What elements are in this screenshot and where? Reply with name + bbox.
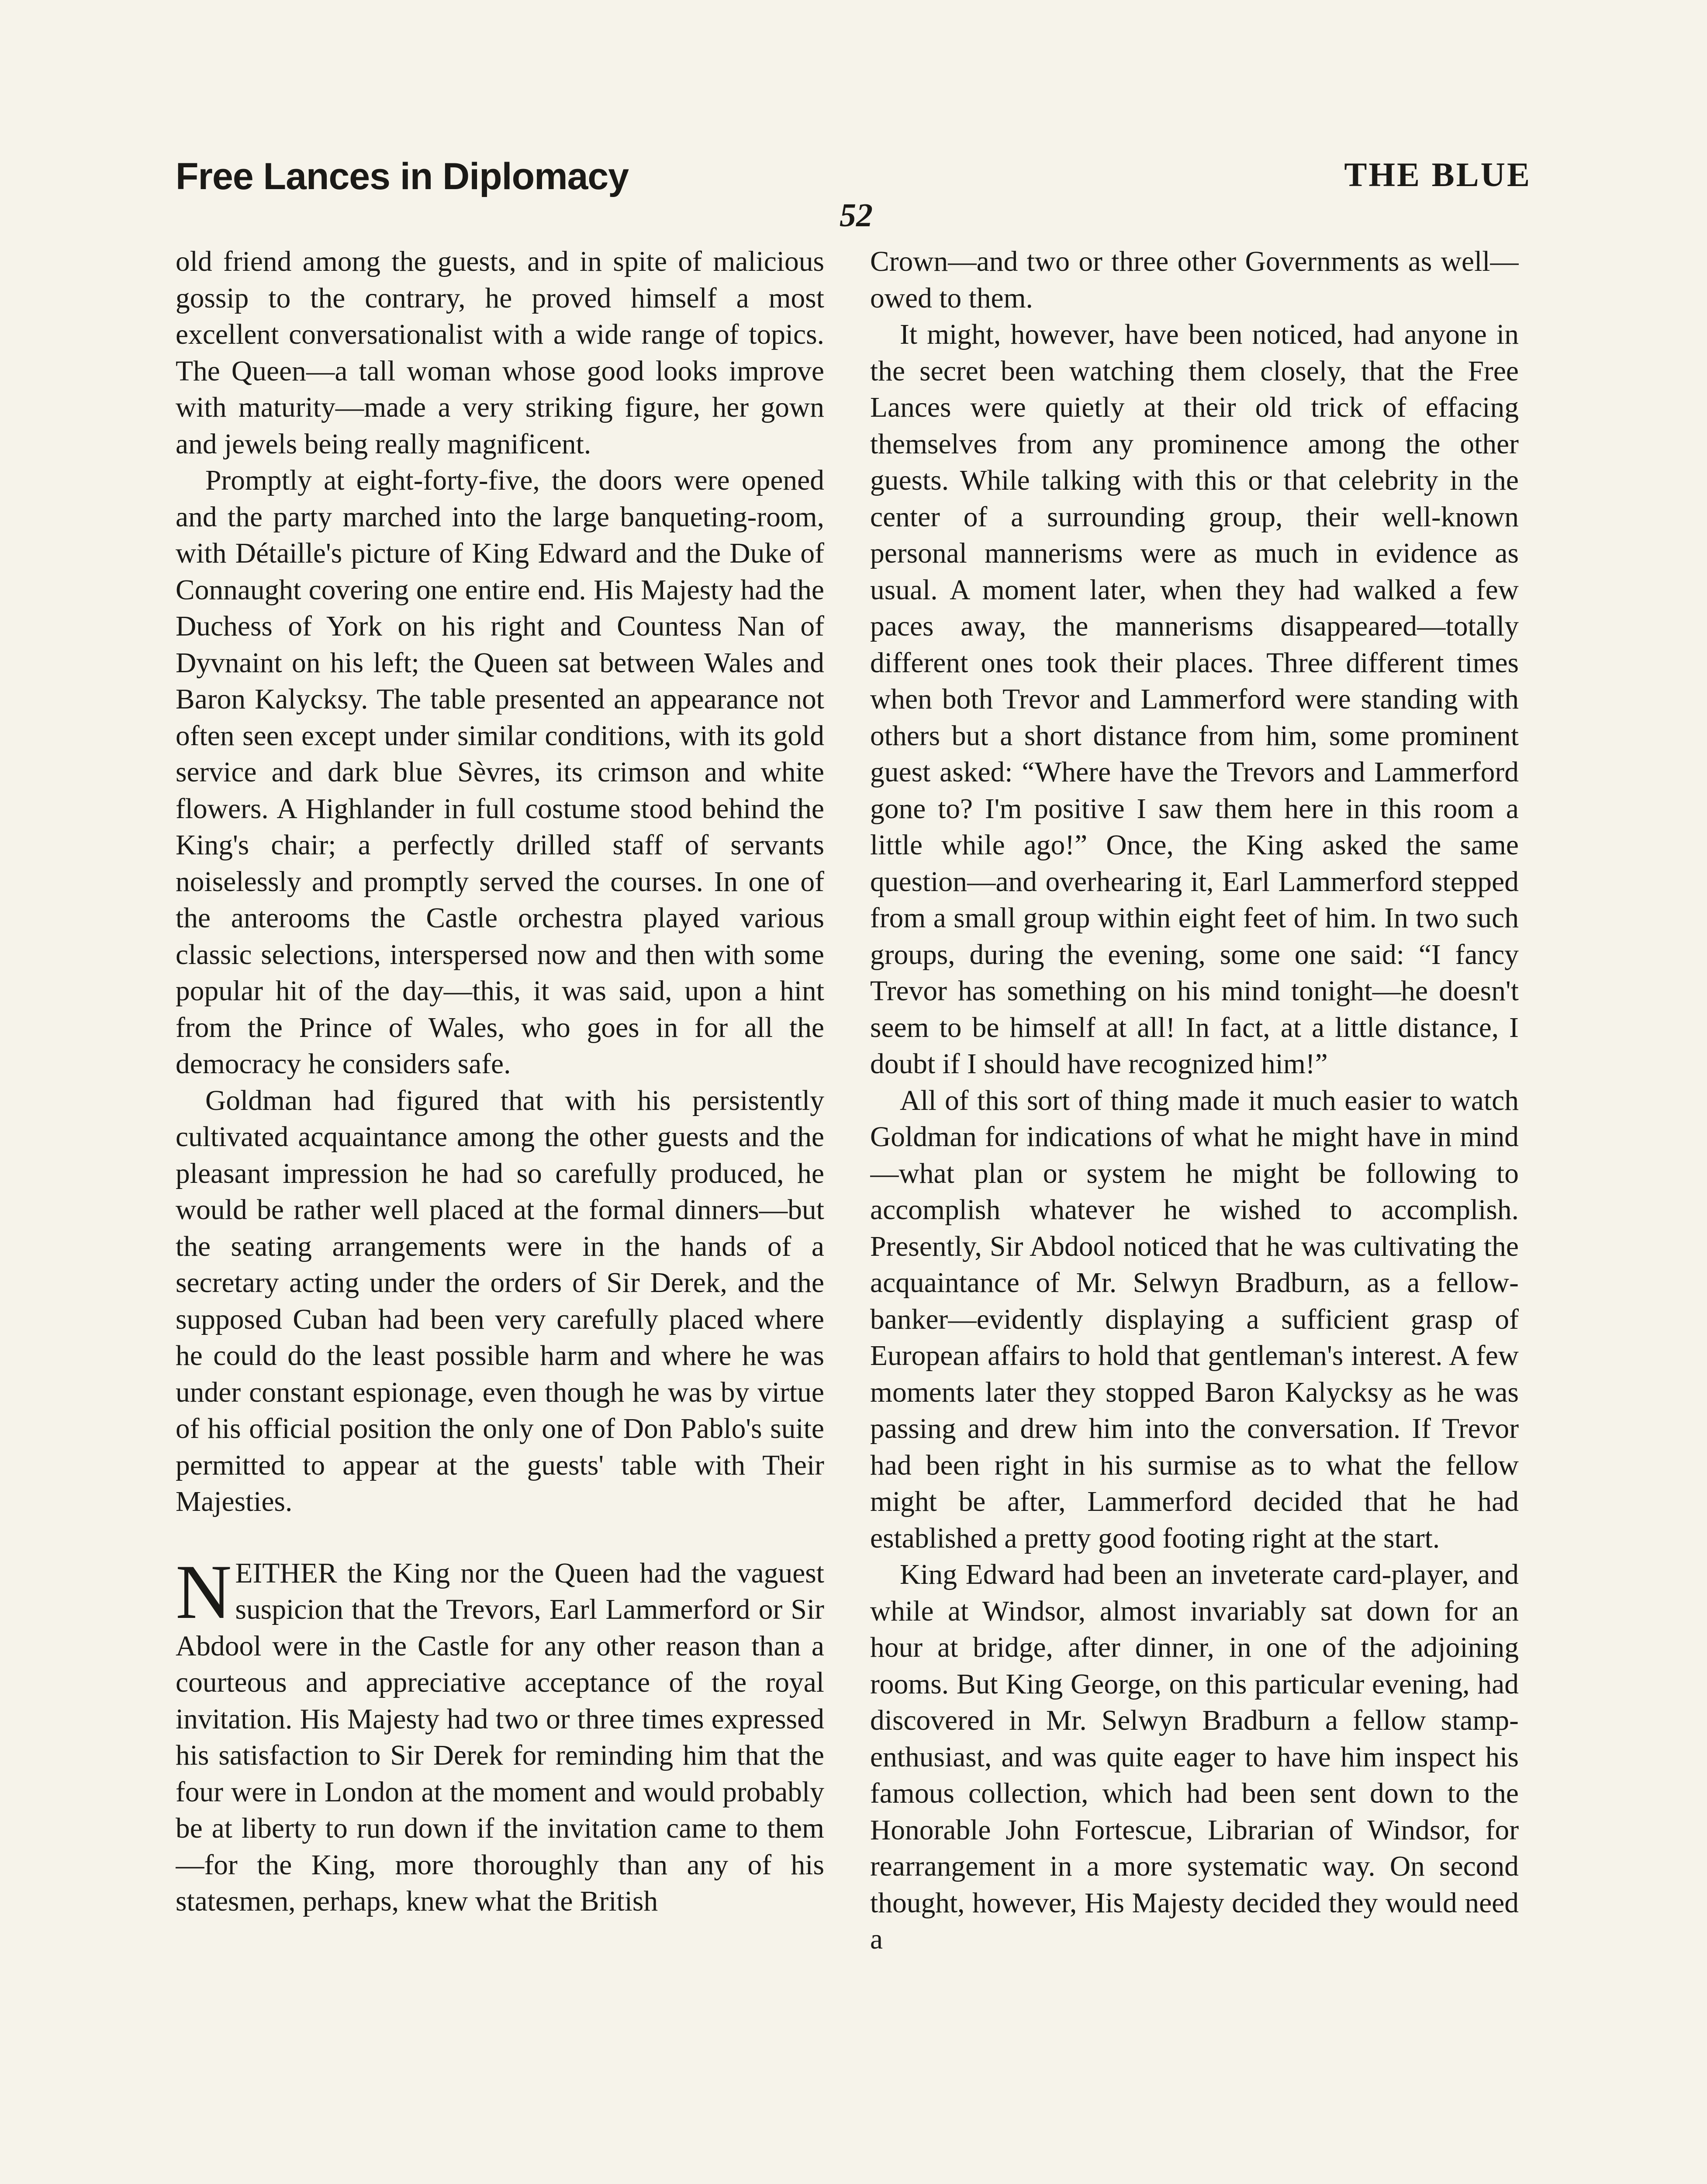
paragraph: old friend among the guests, and in spite of malicious gossip to the contrary, he proved himself a most excellent conversationalist with a wide range of topics. The Queen—a tall woman whose good looks improve with maturity—made a very striking figure, her gown and jewels being really magnificent. [176, 246, 824, 460]
paragraph: All of this sort of thing made it much easier to watch Goldman for indications of what he might have in mind—what plan or system he might be following to accomplish whatever he wished to accomplish. Presently, Sir Abdool noticed that he was cultivating the acquaintance of Mr. Selwyn Bradburn, as a fellow-banker—evidently displaying a sufficient grasp of European affairs to hold that gentleman's interest. A few moments later they stopped Baron Kalycksy as he was passing and drew him into the conversation. If Trevor had been right in his surmise as to what the fellow might be after, Lammerford decided that he had established a pretty good footing right at the start. [870, 1085, 1519, 1554]
drop-cap: N [176, 1548, 232, 1635]
page-number: 52 [840, 197, 873, 234]
right-column [870, 244, 1519, 2184]
paragraph: Promptly at eight-forty-five, the doors were opened and the party marched into the large banqueting-room, with Détaille's picture of King Edward and the Duke of Connaught covering one entire end. His Majesty had the Duchess of York on his right and Countess Nan of Dyvnaint on his left; the Queen sat between Wales and Baron Kalycksy. The table presented an appearance not often seen except under similar conditions, with its gold service and dark blue Sèvres, its crimson and white flowers. A Highlander in full costume stood behind the King's chair; a perfectly drilled staff of servants noiselessly and promptly served the courses. In one of the anterooms the Castle orchestra played various classic selections, interspersed now and then with some popular hit of the day—this, it was said, upon a hint from the Prince of Wales, who goes in for all the democracy he considers safe. [176, 465, 824, 1080]
article-body [176, 244, 1531, 2184]
paragraph-text: EITHER the King nor the Queen had the vaguest suspicion that the Trevors, Earl Lammerford or Sir Abdool were in the Castle for any other reason than a courteous and appreciative acceptance of the royal invitation. His Majesty had two or three times expressed his satisfaction to Sir Derek for reminding him that the four were in London at the moment and would probably be at liberty to run down if the invitation came to them—for the King, more thoroughly than any of his statesmen, perhaps, knew what the British [176, 1557, 824, 1917]
paragraph: King Edward had been an inveterate card-player, and while at Windsor, almost invariably sat down for an hour at bridge, after dinner, in one of the adjoining rooms. But King George, on this particular evening, had discovered in Mr. Selwyn Bradburn a fellow stamp-enthusiast, and was quite eager to have him inspect his famous collection, which had been sent down to the Honorable John Fortescue, Librarian of Windsor, for rearrangement in a more systematic way. On second thought, however, His Majesty decided they would need a [870, 1559, 1519, 1955]
paragraph: It might, however, have been noticed, had anyone in the secret been watching them closely, that the Free Lances were quietly at their old trick of effacing themselves from any prominence among the other guests. While talking with this or that celebrity in the center of a surrounding group, their well-known personal mannerisms were as much in evidence as usual. A moment later, when they had walked a few paces away, the mannerisms disappeared—totally different ones took their places. Three different times when both Trevor and Lammerford were standing with others but a short distance from him, some prominent guest asked: “Where have the Trevors and Lammerford gone to? I'm positive I saw them here in this room a little while ago!” Once, the King asked the same question—and overhearing it, Earl Lammerford stepped from a small group within eight feet of him. In two such groups, during the evening, some one said: “I fancy Trevor has something on his mind tonight—he doesn't seem to be himself at all! In fact, at a little distance, I doubt if I should have recognized him!” [870, 319, 1519, 1080]
left-column [176, 244, 824, 2184]
paragraph: Crown—and two or three other Governments as well—owed to them. [870, 246, 1519, 314]
magazine-name: THE BLUE [1344, 156, 1531, 194]
paragraph: Goldman had figured that with his persistently cultivated acquaintance among the other guests and the pleasant impression he had so carefully produced, he would be rather well placed at the formal dinners—but the seating arrangements were in the hands of a secretary acting under the orders of Sir Derek, and the supposed Cuban had been very carefully placed where he could do the least possible harm and where he was under constant espionage, even though he was by virtue of his official position the only one of Don Pablo's suite permitted to appear at the guests' table with Their Majesties. [176, 1085, 824, 1517]
section-opening-paragraph [176, 1548, 824, 1920]
story-title: Free Lances in Diplomacy [176, 156, 629, 197]
